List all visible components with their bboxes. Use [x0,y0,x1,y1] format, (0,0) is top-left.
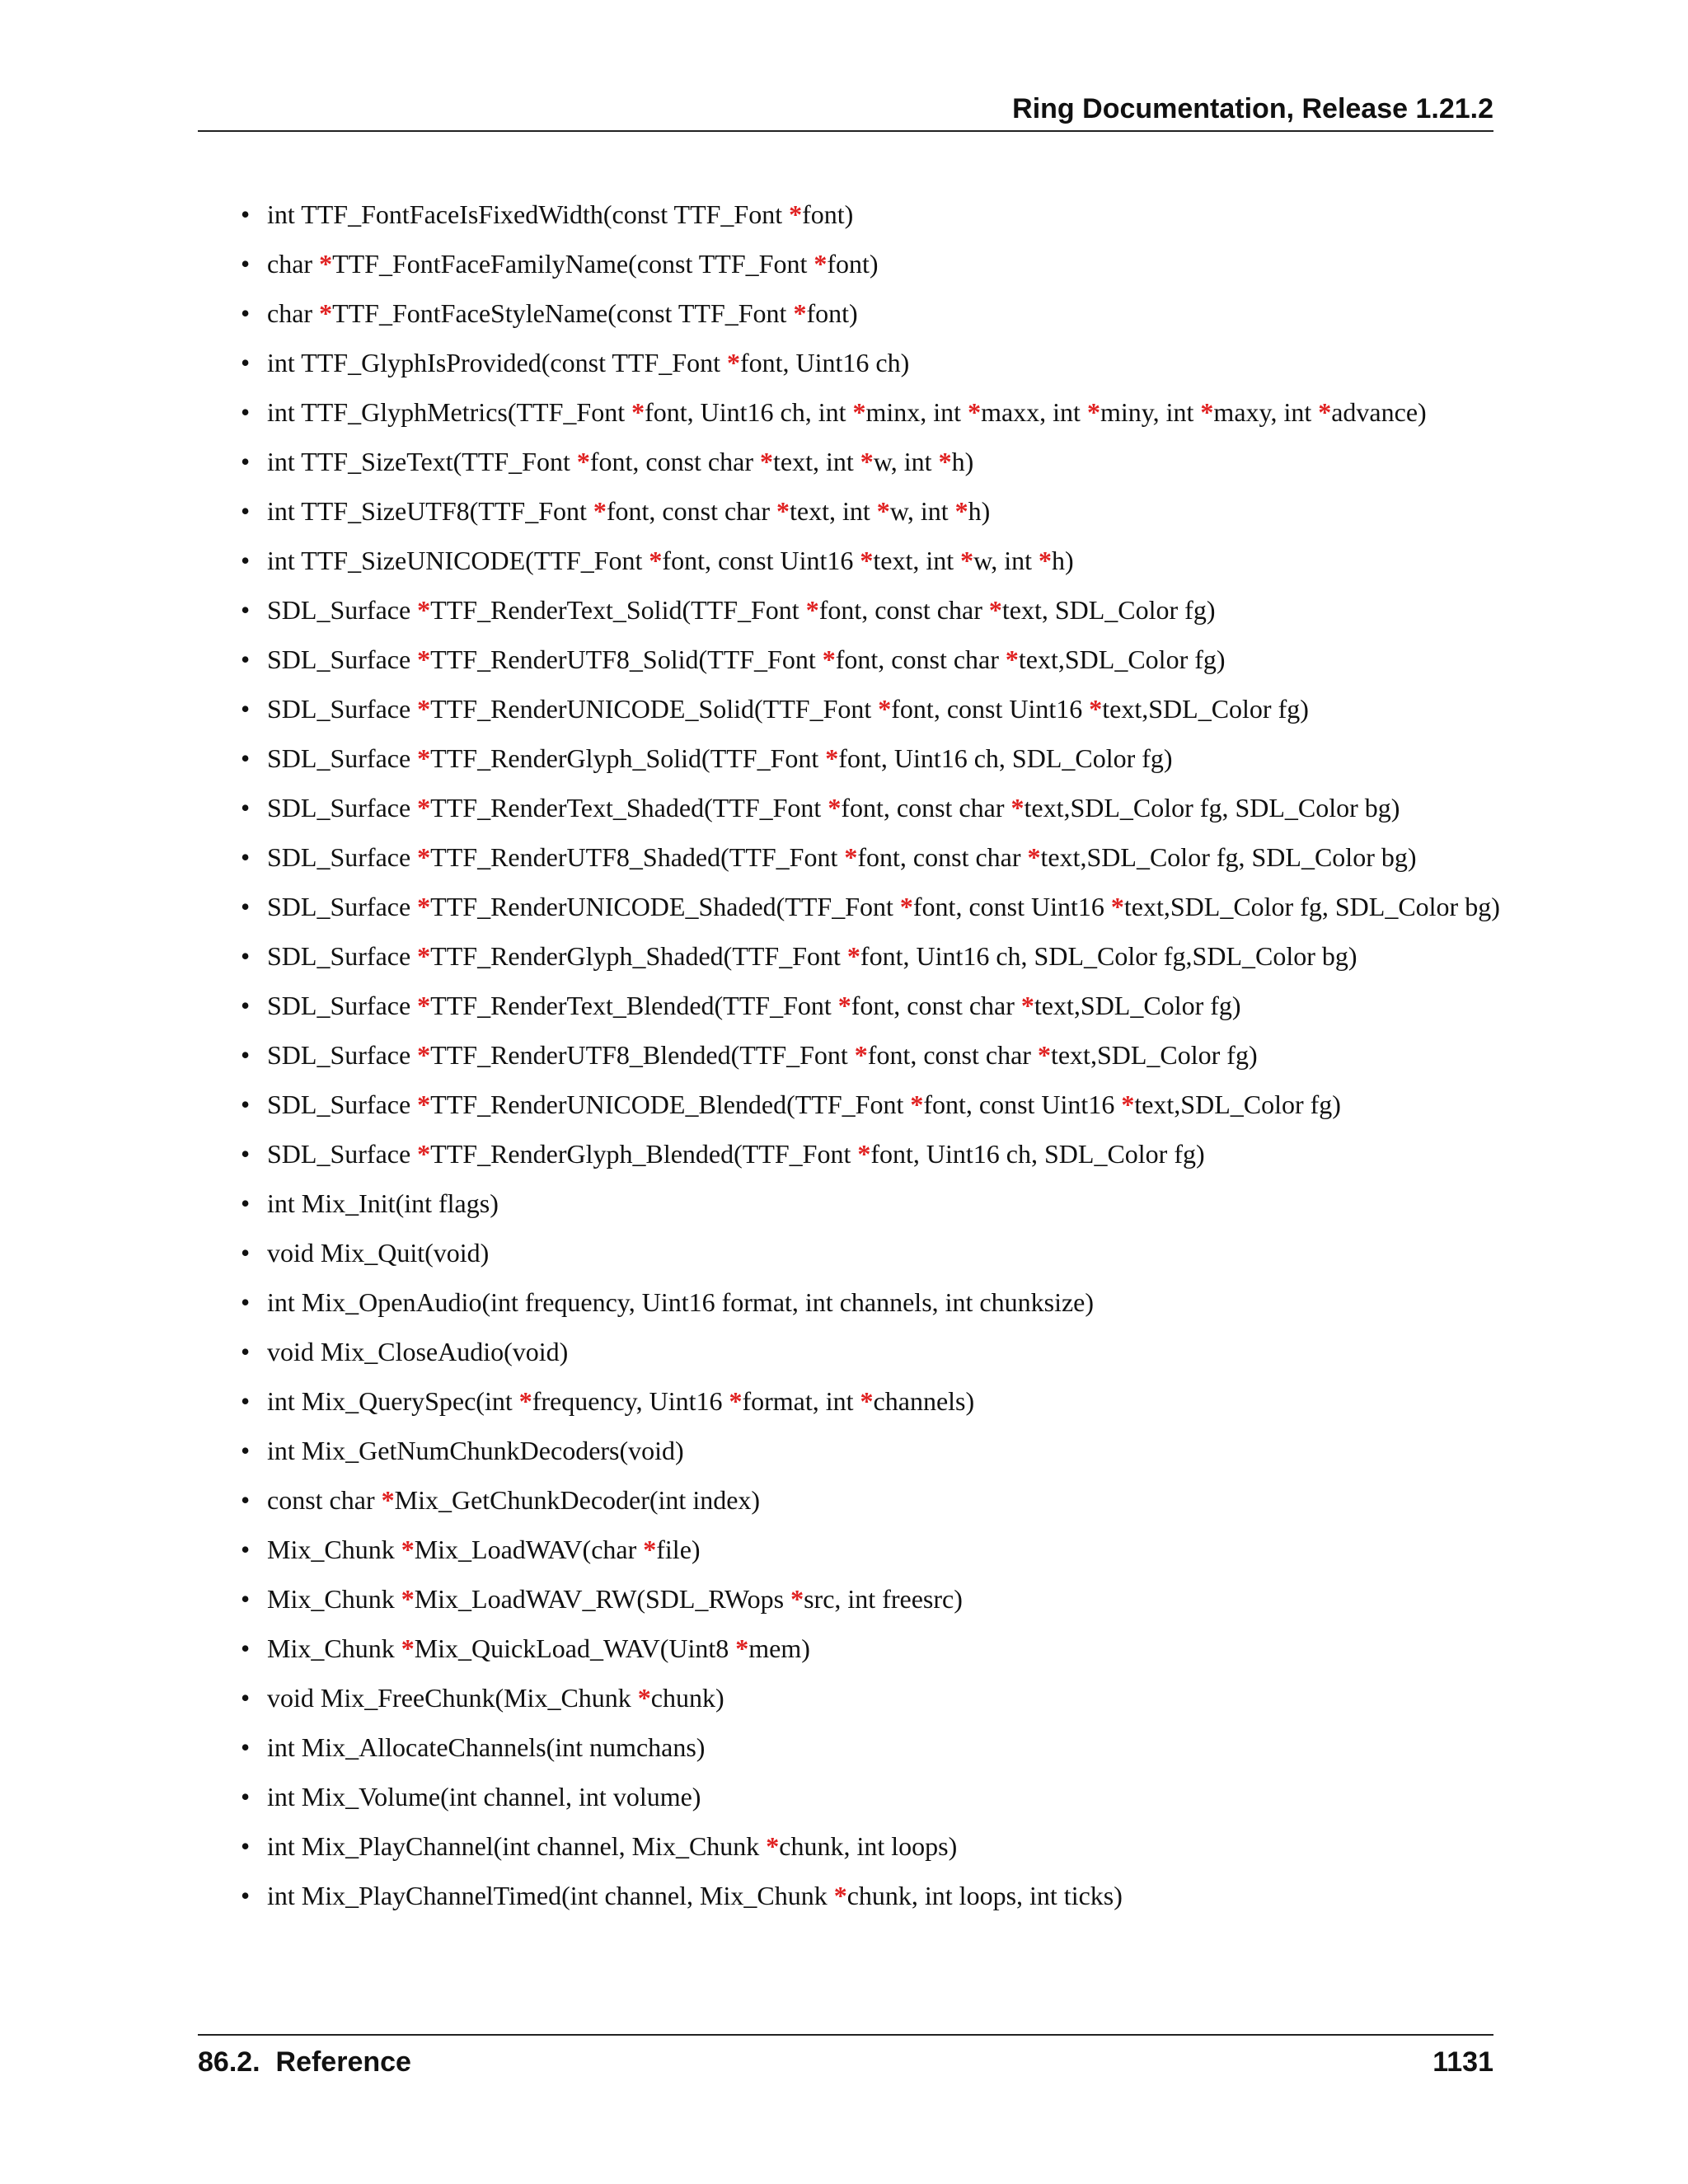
function-signature-item [239,1434,1500,1467]
header-divider [198,130,1493,132]
pointer-asterisk: * [417,892,431,921]
function-signature-item [239,1830,1500,1863]
function-signature-item [239,494,1500,527]
function-signature-text: int TTF_FontFaceIsFixedWidth(const TTF_Font *font) [267,199,854,229]
function-signature-text: int Mix_Volume(int channel, int volume) [267,1782,701,1811]
pointer-asterisk: * [899,892,913,921]
pointer-asterisk: * [844,842,858,872]
pointer-asterisk: * [878,694,892,724]
pointer-asterisk: * [417,743,431,773]
function-signature-item [239,544,1500,577]
footer-divider [198,2034,1493,2036]
pointer-asterisk: * [1010,793,1025,823]
function-signature-text: SDL_Surface *TTF_RenderText_Shaded(TTF_Font *font, const char *text,SDL_Color fg, SDL_Color bg) [267,793,1400,823]
function-signature-item [239,1385,1500,1418]
pointer-asterisk: * [1027,842,1041,872]
function-signature-text: int TTF_GlyphMetrics(TTF_Font *font, Uint16 ch, int *minx, int *maxx, int *miny, int *maxy, int *advance) [267,397,1427,427]
function-signature-text: SDL_Surface *TTF_RenderGlyph_Solid(TTF_Font *font, Uint16 ch, SDL_Color fg) [267,743,1173,773]
function-signature-item [239,297,1500,330]
function-signature-item [239,1187,1500,1220]
pointer-asterisk: * [417,1139,431,1169]
function-signature-item [239,1731,1500,1764]
function-signature-item [239,1681,1500,1714]
function-signature-item [239,247,1500,280]
pointer-asterisk: * [1110,892,1124,921]
pointer-asterisk: * [417,991,431,1020]
function-signature-item [239,841,1500,874]
function-signature-text: int Mix_PlayChannel(int channel, Mix_Chunk *chunk, int loops) [267,1831,958,1861]
function-signature-item [239,1582,1500,1615]
function-signature-item [239,989,1500,1022]
function-signature-text: SDL_Surface *TTF_RenderUNICODE_Blended(TTF_Font *font, const Uint16 *text,SDL_Color fg) [267,1090,1341,1119]
function-signature-text: int Mix_OpenAudio(int frequency, Uint16 format, int channels, int chunksize) [267,1287,1095,1317]
function-signature-text: int TTF_GlyphIsProvided(const TTF_Font *font, Uint16 ch) [267,348,910,377]
function-signature-item [239,445,1500,478]
function-signature-item [239,593,1500,626]
function-signature-item [239,396,1500,429]
pointer-asterisk: * [876,496,890,526]
pointer-asterisk: * [860,1386,874,1416]
pointer-asterisk: * [1089,694,1103,724]
pointer-asterisk: * [954,496,968,526]
pointer-asterisk: * [726,348,740,377]
pointer-asterisk: * [938,447,952,476]
function-signature-text: void Mix_FreeChunk(Mix_Chunk *chunk) [267,1683,724,1713]
pointer-asterisk: * [417,842,431,872]
function-signature-text: Mix_Chunk *Mix_LoadWAV_RW(SDL_RWops *src, int freesrc) [267,1584,963,1614]
function-signature-text: int Mix_AllocateChannels(int numchans) [267,1732,706,1762]
pointer-asterisk: * [846,941,860,971]
page-header: Ring Documentation, Release 1.21.2 [1012,93,1493,124]
function-signature-item [239,346,1500,379]
pointer-asterisk: * [776,496,790,526]
pointer-asterisk: * [837,991,851,1020]
function-signature-item [239,742,1500,775]
function-signature-text: char *TTF_FontFaceFamilyName(const TTF_Font *font) [267,249,879,279]
pointer-asterisk: * [1038,546,1052,575]
pointer-asterisk: * [1020,991,1034,1020]
page-number: 1131 [1432,2046,1493,2078]
function-signature-item [239,791,1500,824]
pointer-asterisk: * [766,1831,780,1861]
pointer-asterisk: * [643,1535,657,1564]
pointer-asterisk: * [729,1386,743,1416]
function-signature-item [239,1286,1500,1319]
function-signature-item [239,1879,1500,1912]
function-signature-item [239,692,1500,725]
function-signature-text: int Mix_PlayChannelTimed(int channel, Mix_Chunk *chunk, int loops, int ticks) [267,1881,1123,1910]
pointer-asterisk: * [793,298,807,328]
function-signature-text: SDL_Surface *TTF_RenderUTF8_Solid(TTF_Font *font, const char *text,SDL_Color fg) [267,644,1226,674]
pointer-asterisk: * [593,496,607,526]
function-signature-item [239,940,1500,972]
pointer-asterisk: * [1086,397,1100,427]
pointer-asterisk: * [319,249,333,279]
function-signature-text: SDL_Surface *TTF_RenderGlyph_Blended(TTF_Font *font, Uint16 ch, SDL_Color fg) [267,1139,1205,1169]
pointer-asterisk: * [805,595,819,625]
function-signature-text: SDL_Surface *TTF_RenderUTF8_Blended(TTF_Font *font, const char *text,SDL_Color fg) [267,1040,1258,1070]
function-signature-text: void Mix_Quit(void) [267,1238,490,1268]
function-signature-text: void Mix_CloseAudio(void) [267,1337,569,1366]
pointer-asterisk: * [833,1881,847,1910]
pointer-asterisk: * [417,1090,431,1119]
pointer-asterisk: * [860,447,874,476]
pointer-asterisk: * [1037,1040,1051,1070]
pointer-asterisk: * [417,793,431,823]
function-signature-text: Mix_Chunk *Mix_LoadWAV(char *file) [267,1535,701,1564]
function-signature-text: const char *Mix_GetChunkDecoder(int index) [267,1485,761,1515]
pointer-asterisk: * [401,1584,415,1614]
pointer-asterisk: * [790,1584,804,1614]
function-signature-text: int TTF_SizeUTF8(TTF_Font *font, const char *text, int *w, int *h) [267,496,991,526]
pointer-asterisk: * [576,447,590,476]
function-signature-text: int Mix_Init(int flags) [267,1188,499,1218]
pointer-asterisk: * [417,1040,431,1070]
pointer-asterisk: * [735,1633,749,1663]
function-signature-item [239,1038,1500,1071]
function-signature-item [239,1780,1500,1813]
function-signature-text: Mix_Chunk *Mix_QuickLoad_WAV(Uint8 *mem) [267,1633,810,1663]
pointer-asterisk: * [417,644,431,674]
pointer-asterisk: * [1200,397,1214,427]
function-signature-item [239,1632,1500,1665]
function-signature-item [239,1335,1500,1368]
function-signature-text: int TTF_SizeUNICODE(TTF_Font *font, const Uint16 *text, int *w, int *h) [267,546,1074,575]
function-signature-text: SDL_Surface *TTF_RenderText_Solid(TTF_Font *font, const char *text, SDL_Color fg) [267,595,1216,625]
function-signature-text: SDL_Surface *TTF_RenderGlyph_Shaded(TTF_Font *font, Uint16 ch, SDL_Color fg,SDL_Color bg) [267,941,1357,971]
pointer-asterisk: * [417,941,431,971]
pointer-asterisk: * [401,1633,415,1663]
function-signature-item [239,198,1500,231]
function-signature-list [239,198,1500,1929]
pointer-asterisk: * [828,793,842,823]
pointer-asterisk: * [968,397,982,427]
function-signature-text: int Mix_GetNumChunkDecoders(void) [267,1436,684,1465]
pointer-asterisk: * [759,447,773,476]
pointer-asterisk: * [852,397,866,427]
pointer-asterisk: * [518,1386,532,1416]
function-signature-item [239,1088,1500,1121]
pointer-asterisk: * [825,743,839,773]
pointer-asterisk: * [854,1040,868,1070]
function-signature-text: int Mix_QuerySpec(int *frequency, Uint16 *format, int *channels) [267,1386,975,1416]
pointer-asterisk: * [857,1139,871,1169]
pointer-asterisk: * [789,199,803,229]
pointer-asterisk: * [860,546,874,575]
pointer-asterisk: * [822,644,836,674]
function-signature-item [239,1483,1500,1516]
function-signature-text: SDL_Surface *TTF_RenderUNICODE_Shaded(TTF_Font *font, const Uint16 *text,SDL_Color fg, SDL_Color bg) [267,892,1500,921]
pointer-asterisk: * [381,1485,395,1515]
function-signature-item [239,1137,1500,1170]
pointer-asterisk: * [1121,1090,1135,1119]
pointer-asterisk: * [417,694,431,724]
pointer-asterisk: * [417,595,431,625]
function-signature-text: char *TTF_FontFaceStyleName(const TTF_Font *font) [267,298,858,328]
function-signature-text: SDL_Surface *TTF_RenderUNICODE_Solid(TTF_Font *font, const Uint16 *text,SDL_Color fg) [267,694,1309,724]
pointer-asterisk: * [988,595,1002,625]
pointer-asterisk: * [910,1090,924,1119]
footer-section-title: 86.2. Reference [198,2046,411,2078]
pointer-asterisk: * [1318,397,1332,427]
function-signature-text: int TTF_SizeText(TTF_Font *font, const char *text, int *w, int *h) [267,447,974,476]
pointer-asterisk: * [649,546,663,575]
pointer-asterisk: * [960,546,974,575]
pointer-asterisk: * [1005,644,1019,674]
pointer-asterisk: * [814,249,828,279]
pointer-asterisk: * [631,397,645,427]
pointer-asterisk: * [319,298,333,328]
pointer-asterisk: * [401,1535,415,1564]
pointer-asterisk: * [637,1683,651,1713]
function-signature-item [239,643,1500,676]
function-signature-item [239,890,1500,923]
function-signature-text: SDL_Surface *TTF_RenderUTF8_Shaded(TTF_Font *font, const char *text,SDL_Color fg, SDL_Color bg) [267,842,1417,872]
function-signature-text: SDL_Surface *TTF_RenderText_Blended(TTF_Font *font, const char *text,SDL_Color fg) [267,991,1241,1020]
function-signature-item [239,1236,1500,1269]
function-signature-item [239,1533,1500,1566]
